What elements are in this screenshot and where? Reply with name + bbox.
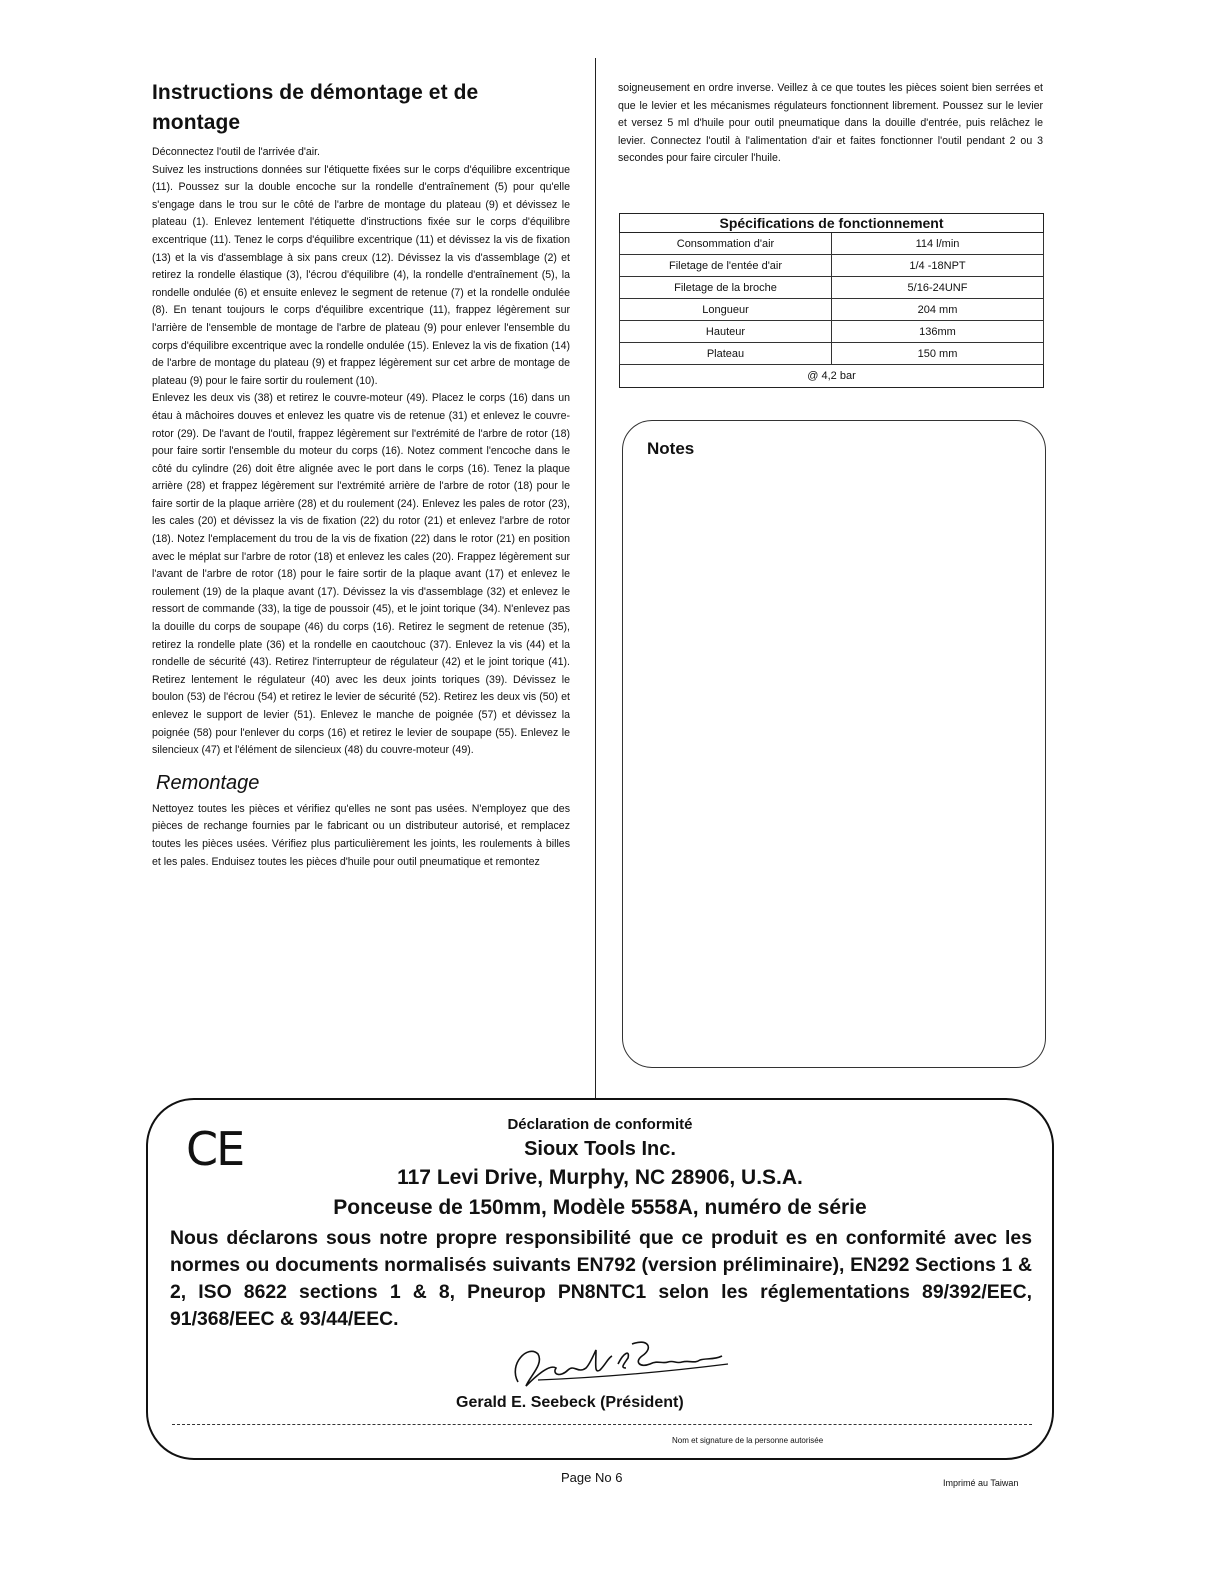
spec-label: Longueur xyxy=(620,299,832,321)
spec-value: 114 l/min xyxy=(832,233,1044,255)
table-row xyxy=(620,277,1044,299)
table-row xyxy=(620,321,1044,343)
disassembly-paragraph: Suivez les instructions données sur l'étiquette fixées sur le corps d'équilibre excentrique (11). Poussez sur la double encoche sur la rondelle d'entraînement (5) pour qu'elle s'engage dans le trou sur le côté de l'arbre de montage du plateau (9) et dévissez le plateau (1). Enlevez lentement l'étiquette d'instructions fixée sur le corps d'équilibre excentrique (11). Tenez le corps d'équilibre excentrique (11) et dévissez la vis de fixation (13) et la vis d'assemblage à six pans creux (12). Dévissez la vis d'assemblage (2) et retirez la rondelle élastique (3), l'écrou d'équilibre (4), la rondelle d'entraînement (5), la rondelle ondulée (6) et ensuite enlevez le segment de retenue (7) et la rondelle ondulée (8). En tenant toujours le corps d'équilibre excentrique (11), frappez légèrement sur l'arrière de l'ensemble de montage de l'arbre de plateau (9) pour enlever l'ensemble du corps d'équilibre excentrique avec la rondelle ondulée (15). Enlevez la vis de fixation (14) de l'arbre de montage du plateau (9) et frappez légèrement sur cet arbre de montage de plateau (9) pour le faire sortir du roulement (10). xyxy=(152,163,570,387)
spec-label: Filetage de l'entée d'air xyxy=(620,255,832,277)
company-address: 117 Levi Drive, Murphy, NC 28906, U.S.A. xyxy=(397,1166,803,1189)
table-row xyxy=(620,343,1044,365)
notes-title: Notes xyxy=(647,439,695,458)
table-row xyxy=(620,299,1044,321)
spec-value: 5/16-24UNF xyxy=(832,277,1044,299)
company-name: Sioux Tools Inc. xyxy=(524,1138,676,1160)
signer-name: Gerald E. Seebeck (Président) xyxy=(456,1394,684,1411)
disassembly-paragraph: Enlevez les deux vis (38) et retirez le couvre-moteur (49). Placez le corps (16) dans un étau à mâchoires douves et enlevez les quatre vis de retenue (31) et enlevez le couvre-rotor (29). De l'avant de l'outil, frappez légèrement sur l'extrémité de l'arbre de rotor (18) pour faire sortir l'ensemble du moteur du corps (16). Notez comment l'encoche dans le côté du cylindre (26) doit être alignée avec le port dans le corps (16). Tenez la plaque arrière (28) et frappez légèrement sur l'extrémité arrière de l'arbre de rotor (18) pour le faire sortir de la plaque arrière (28) et du roulement (24). Enlevez les pales de rotor (23), les cales (20) et dévissez la vis de fixation (22) du rotor (21) et enlevez l'arbre de rotor (18). Notez l'emplacement du trou de la vis de fixation (22) dans le rotor (21) en position avec le méplat sur l'arbre de rotor (18) et enlevez les cales (20). Frappez légèrement sur l'avant de l'arbre de rotor (18) pour le faire sortir de la plaque avant (17) et enlevez le roulement (19) de la plaque avant (17). Dévissez la vis d'assemblage (32) et enlevez le ressort de commande (33), la tige de poussoir (45), et le joint torique (34). N'enlevez pas la douille du corps de soupape (46) du corps (16). Retirez le segment de retenue (35), retirez la rondelle plate (36) et la rondelle en caoutchouc (37). Enlevez la vis (44) et la rondelle de sécurité (43). Retirez l'interrupteur de régulateur (42) et le joint torique (41). Retirez lentement le régulateur (40) avec les deux joints toriques (39). Dévissez le boulon (53) de l'écrou (54) et retirez le levier de sécurité (52). Retirez les deux vis (50) et enlevez le support de levier (51). Enlevez le manche de poignée (57) et dévissez la poignée (58) pour l'enlever du corps (16) et retirez le levier de soupape (55). Enlevez le silencieux (47) et l'élément de silencieux (48) du couvre-moteur (49). xyxy=(152,392,570,757)
column-divider xyxy=(595,58,596,1098)
disassembly-paragraph: Déconnectez l'outil de l'arrivée d'air. xyxy=(152,146,321,158)
spec-table-footer: @ 4,2 bar xyxy=(620,365,1044,388)
declaration-box xyxy=(146,1098,1054,1460)
table-row xyxy=(620,233,1044,255)
declaration-heading: Déclaration de conformité xyxy=(507,1116,693,1133)
signature-icon xyxy=(478,1334,738,1394)
printed-in: Imprimé au Taiwan xyxy=(943,1478,1019,1488)
spec-value: 204 mm xyxy=(832,299,1044,321)
product-line: Ponceuse de 150mm, Modèle 5558A, numéro de série xyxy=(333,1196,867,1219)
reassembly-paragraph: Nettoyez toutes les pièces et vérifiez qu'elles ne sont pas usées. N'employez que des pièces de rechange fournies par le fabricant ou un distributeur autorisé, et remplacez toutes les pièces usées. Vérifiez plus particulièrement les joints, les roulements à billes et les pales. Enduisez toutes les pièces d'huile pour outil pneumatique et remontez xyxy=(152,802,570,868)
spec-label: Filetage de la broche xyxy=(620,277,832,299)
signature-line xyxy=(172,1424,1032,1425)
right-column xyxy=(618,80,1043,168)
page-title: Instructions de démontage et de montage xyxy=(152,81,479,134)
table-row xyxy=(620,255,1044,277)
spec-table-title: Spécifications de fonctionnement xyxy=(620,214,1044,233)
left-column xyxy=(152,78,570,871)
spec-value: 150 mm xyxy=(832,343,1044,365)
spec-table xyxy=(619,213,1044,388)
reassembly-continued: soigneusement en ordre inverse. Veillez à ce que toutes les pièces soient bien serrées et que le levier et les mécanismes régulateurs fonctionnent librement. Poussez sur le levier et versez 5 ml d'huile pour outil pneumatique dans la douille d'entrée, puis relâchez le levier. Connectez l'outil à l'alimentation d'air et faites fonctionner l'outil pendant 2 ou 3 secondes pour faire circuler l'huile. xyxy=(618,82,1043,165)
spec-label: Hauteur xyxy=(620,321,832,343)
notes-box xyxy=(622,420,1046,1068)
reassembly-title: Remontage xyxy=(156,771,260,794)
ce-mark-icon: CE xyxy=(186,1122,244,1176)
spec-value: 136mm xyxy=(832,321,1044,343)
page-number: Page No 6 xyxy=(561,1470,623,1485)
spec-label: Consommation d'air xyxy=(620,233,832,255)
spec-value: 1/4 -18NPT xyxy=(832,255,1044,277)
spec-label: Plateau xyxy=(620,343,832,365)
declaration-statement: Nous déclarons sous notre propre responsibilité que ce produit es en conformité avec les normes ou documents normalisés suivants EN792 (version préliminaire), EN292 Sections 1 & 2, ISO 8622 sections 1 & 8, Pneurop PN8NTC1 selon les réglementations 89/392/EEC, 91/368/EEC & 93/44/EEC. xyxy=(170,1227,1032,1330)
signature-caption: Nom et signature de la personne autorisée xyxy=(672,1436,824,1445)
